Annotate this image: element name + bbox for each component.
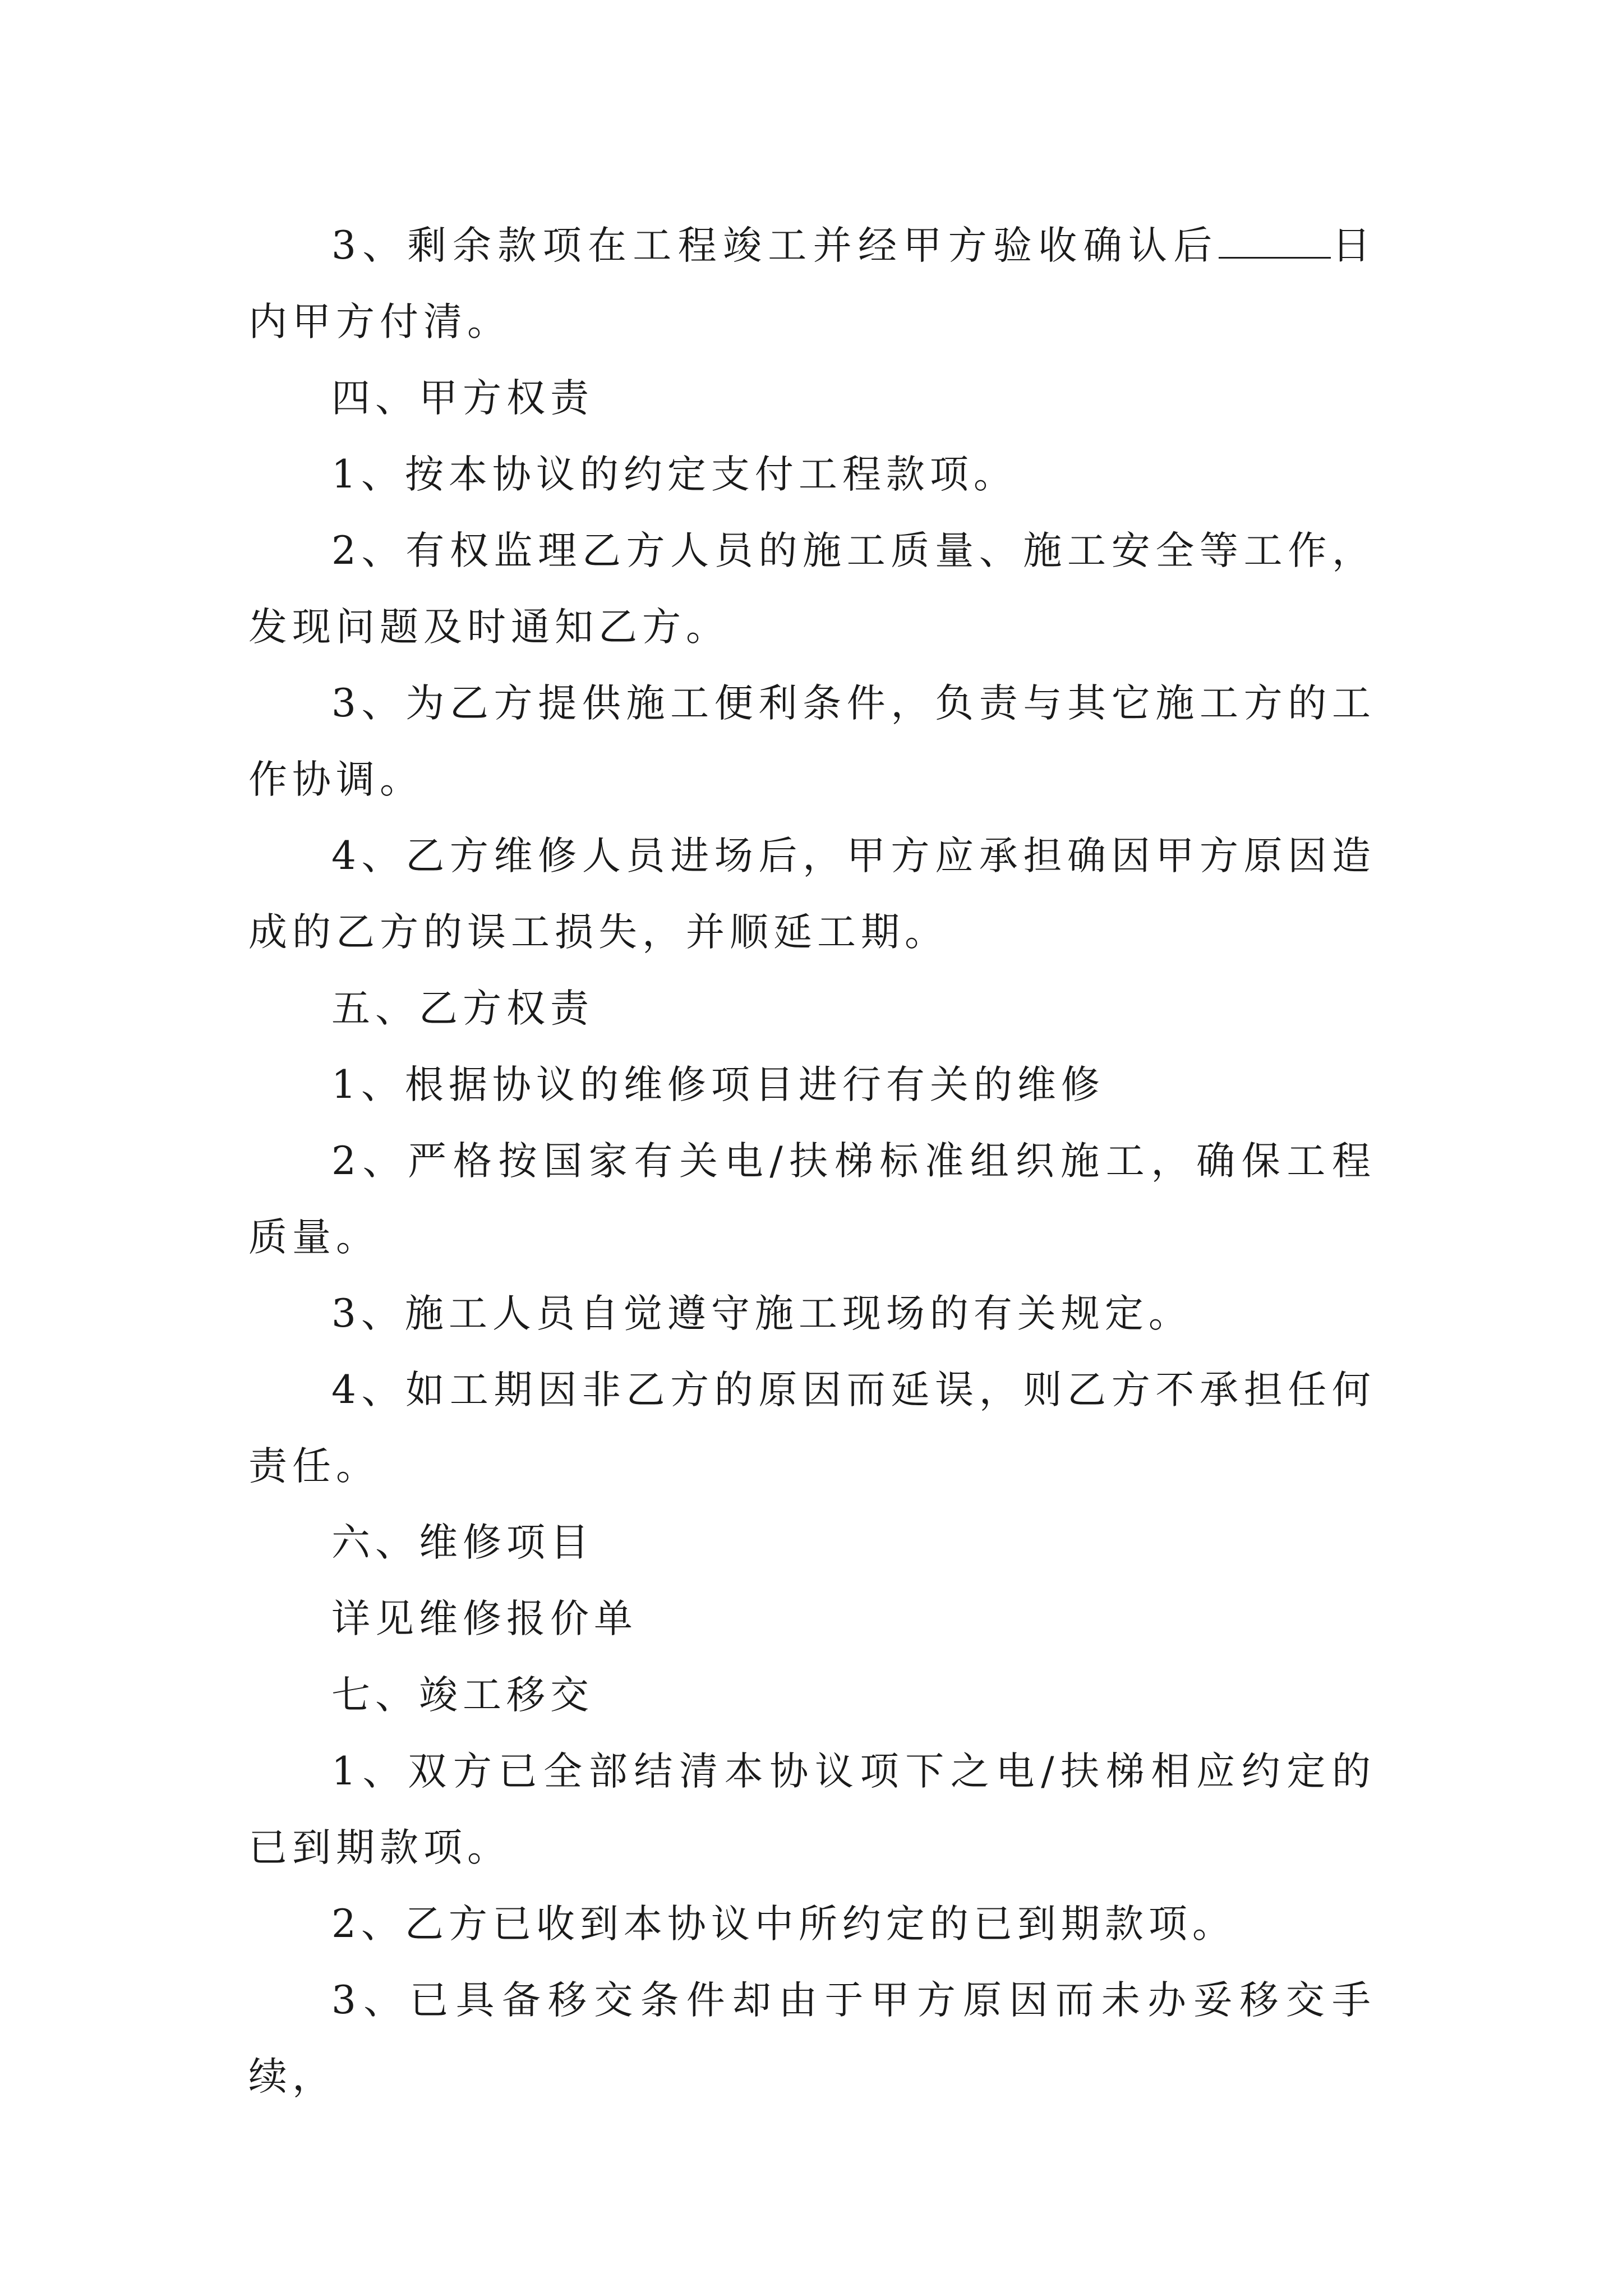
paragraph-a3: 3、为乙方提供施工便利条件，负责与其它施工方的工作协调。 bbox=[248, 681, 1376, 802]
paragraph-c1: 1、双方已全部结清本协议项下之电/扶梯相应约定的已到期款项。 bbox=[248, 1749, 1376, 1870]
paragraph-b3: 3、施工人员自觉遵守施工现场的有关规定。 bbox=[331, 1291, 1192, 1336]
paragraph-b1: 1、根据协议的维修项目进行有关的维修 bbox=[331, 1062, 1105, 1107]
paragraph-c3: 3、已具备移交条件却由于甲方原因而未办妥移交手续， bbox=[248, 1978, 1376, 2099]
paragraph-c2: 2、乙方已收到本协议中所约定的已到期款项。 bbox=[331, 1902, 1236, 1947]
document-body bbox=[248, 208, 1376, 2115]
paragraph-a2: 2、有权监理乙方人员的施工质量、施工安全等工作，发现问题及时通知乙方。 bbox=[248, 528, 1376, 650]
paragraph-text: 日内甲方付清。 bbox=[248, 223, 1376, 344]
paragraph-b4: 4、如工期因非乙方的原因而延误，则乙方不承担任何责任。 bbox=[248, 1368, 1376, 1489]
section-heading-completion-handover: 七、竣工移交 bbox=[331, 1673, 594, 1718]
paragraph-b2: 2、严格按国家有关电/扶梯标准组织施工，确保工程质量。 bbox=[248, 1139, 1376, 1260]
fill-in-blank bbox=[1219, 226, 1331, 259]
paragraph-remaining-payment bbox=[248, 208, 1376, 360]
section-heading-repair-items: 六、维修项目 bbox=[331, 1520, 594, 1565]
section-heading-party-a-duties: 四、甲方权责 bbox=[331, 376, 594, 421]
paragraph-repair-items: 详见维修报价单 bbox=[331, 1596, 638, 1641]
section-heading-party-b-duties: 五、乙方权责 bbox=[331, 986, 594, 1031]
paragraph-text: 3、剩余款项在工程竣工并经甲方验收确认后 bbox=[331, 223, 1219, 268]
paragraph-a4: 4、乙方维修人员进场后，甲方应承担确因甲方原因造成的乙方的误工损失，并顺延工期。 bbox=[248, 834, 1376, 955]
paragraph-a1: 1、按本协议的约定支付工程款项。 bbox=[331, 452, 1017, 497]
